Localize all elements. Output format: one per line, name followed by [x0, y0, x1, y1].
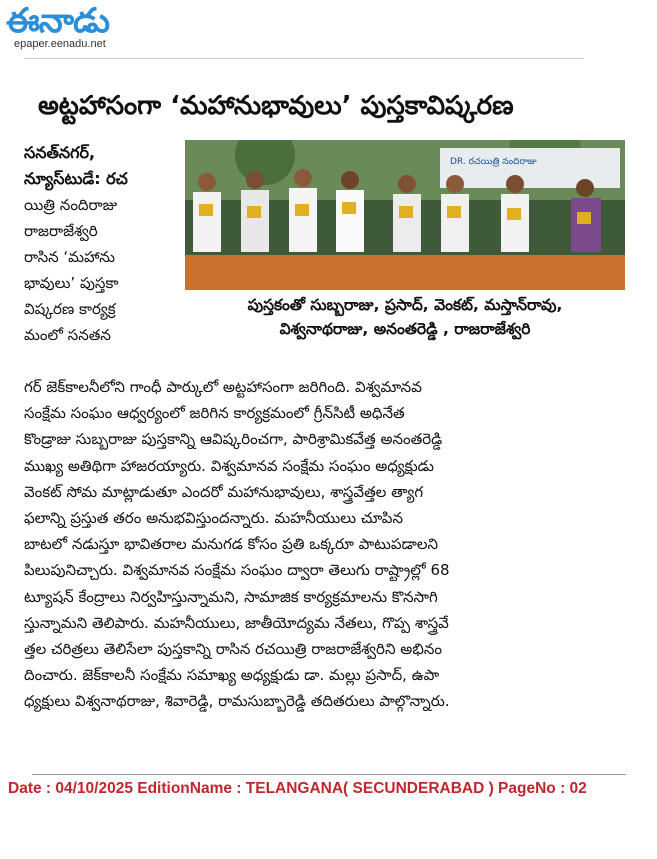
footer-divider [32, 774, 626, 775]
banner-text: DR. రచయిత్రి నందిరాజు [450, 157, 537, 167]
article-line: దించారు. జెక్‌కాలనీ సంక్షేమ సమాఖ్య అధ్యక్షుడు డా. మల్లు ప్రసాద్, ఉపా [24, 666, 440, 685]
event-banner [440, 148, 620, 188]
eenadu-logo [6, 2, 146, 52]
article-line: త్తల చరిత్రలు తెలిసేలా పుస్తకాన్ని రాసిన రచయిత్రి రాజరాజేశ్వరిని అభినం [24, 640, 442, 659]
article-line: మంలో సనతన [24, 326, 111, 344]
epaper-url: epaper.eenadu.net [14, 38, 106, 50]
article-line: కొండ్రాజు సుబ్బరాజు పుస్తకాన్ని ఆవిష్కరించగా, పారిశ్రామికవేత్త అనంతరెడ్డి [24, 430, 443, 449]
article-line: స్తున్నామని తెలిపారు. మహనీయులు, జాతీయోద్యమ నేతలు, గొప్ప శాస్త్రవే [24, 613, 449, 632]
headline: అట్టహాసంగా ‘మహానుభావులు’ పుస్తకావిష్కరణ [38, 91, 514, 121]
caption-line: విశ్వనాథరాజు, అనంతరెడ్డి , రాజరాజేశ్వరి [279, 320, 531, 338]
cropped-previous-article-strip [24, 58, 584, 71]
dateline-source: న్యూస్‌టుడే: రచ [24, 169, 128, 188]
article-line: వెంకట్ సోమ మాట్లాడుతూ ఎందరో మహానుభావులు, శాస్త్రవేత్తల త్యాగ [24, 482, 424, 501]
article-body [24, 374, 632, 715]
article-line: ధ్యక్షులు విశ్వనాథరాజు, శివారెడ్డి, రామసుబ్బారెడ్డి తదితరులు పాల్గొన్నారు. [24, 692, 450, 711]
article-line: సంక్షేమ సంఘం ఆధ్వర్యంలో జరిగిన కార్యక్రమంలో గ్రీన్‌సిటీ అధినేత [24, 404, 405, 423]
edition-footer: Date : 04/10/2025 EditionName : TELANGANA( SECUNDERABAD ) PageNo : 02 [8, 780, 587, 797]
article-line: ముఖ్య అతిథిగా హాజరయ్యారు. విశ్వమానవ సంక్షేమ సంఘం అధ్యక్షుడు [24, 456, 434, 475]
article-line: ట్యూషన్ కేంద్రాలు నిర్వహిస్తున్నామని, సామాజిక కార్యక్రమాలను కొనసాగి [24, 587, 438, 606]
article-line: భావులు’ పుస్తకా [24, 274, 119, 292]
article-line: బాటలో నడుస్తూ భావితరాల మనుగడ కోసం ప్రతి ఒక్కరూ పాటుపడాలని [24, 535, 438, 554]
logo-mark: ఈనాడు [6, 1, 110, 41]
article-line: విష్కరణ కార్యక్ర [24, 300, 116, 318]
article-line: గర్ జెక్‌కాలనీలోని గాంధీ పార్కులో అట్టహాసంగా జరిగింది. విశ్వమానవ [24, 378, 422, 396]
article-line: పిలుపునిచ్చారు. విశ్వమానవ సంక్షేమ సంఘం ద్వారా తెలుగు రాష్ట్రాల్లో 68 [24, 561, 450, 580]
article-line: రాజరాజేశ్వరి [24, 222, 98, 240]
article-intro-column [24, 140, 172, 348]
article-line: రాసిన ‘మహాను [24, 248, 115, 266]
article-line: యిత్రి నందిరాజు [24, 196, 118, 214]
stage-table [185, 255, 625, 290]
photo-caption [182, 293, 628, 365]
caption-line: పుస్తకంతో సుబ్బరాజు, ప్రసాద్, వెంకట్, మస్తాన్‌రావు, [247, 296, 563, 314]
dateline: సనత్‌నగర్, [24, 143, 96, 162]
event-photo [185, 140, 625, 290]
article-line: ఫలాన్ని ప్రస్తుత తరం అనుభవిస్తుందన్నారు. మహనీయులు చూపిన [24, 509, 403, 528]
